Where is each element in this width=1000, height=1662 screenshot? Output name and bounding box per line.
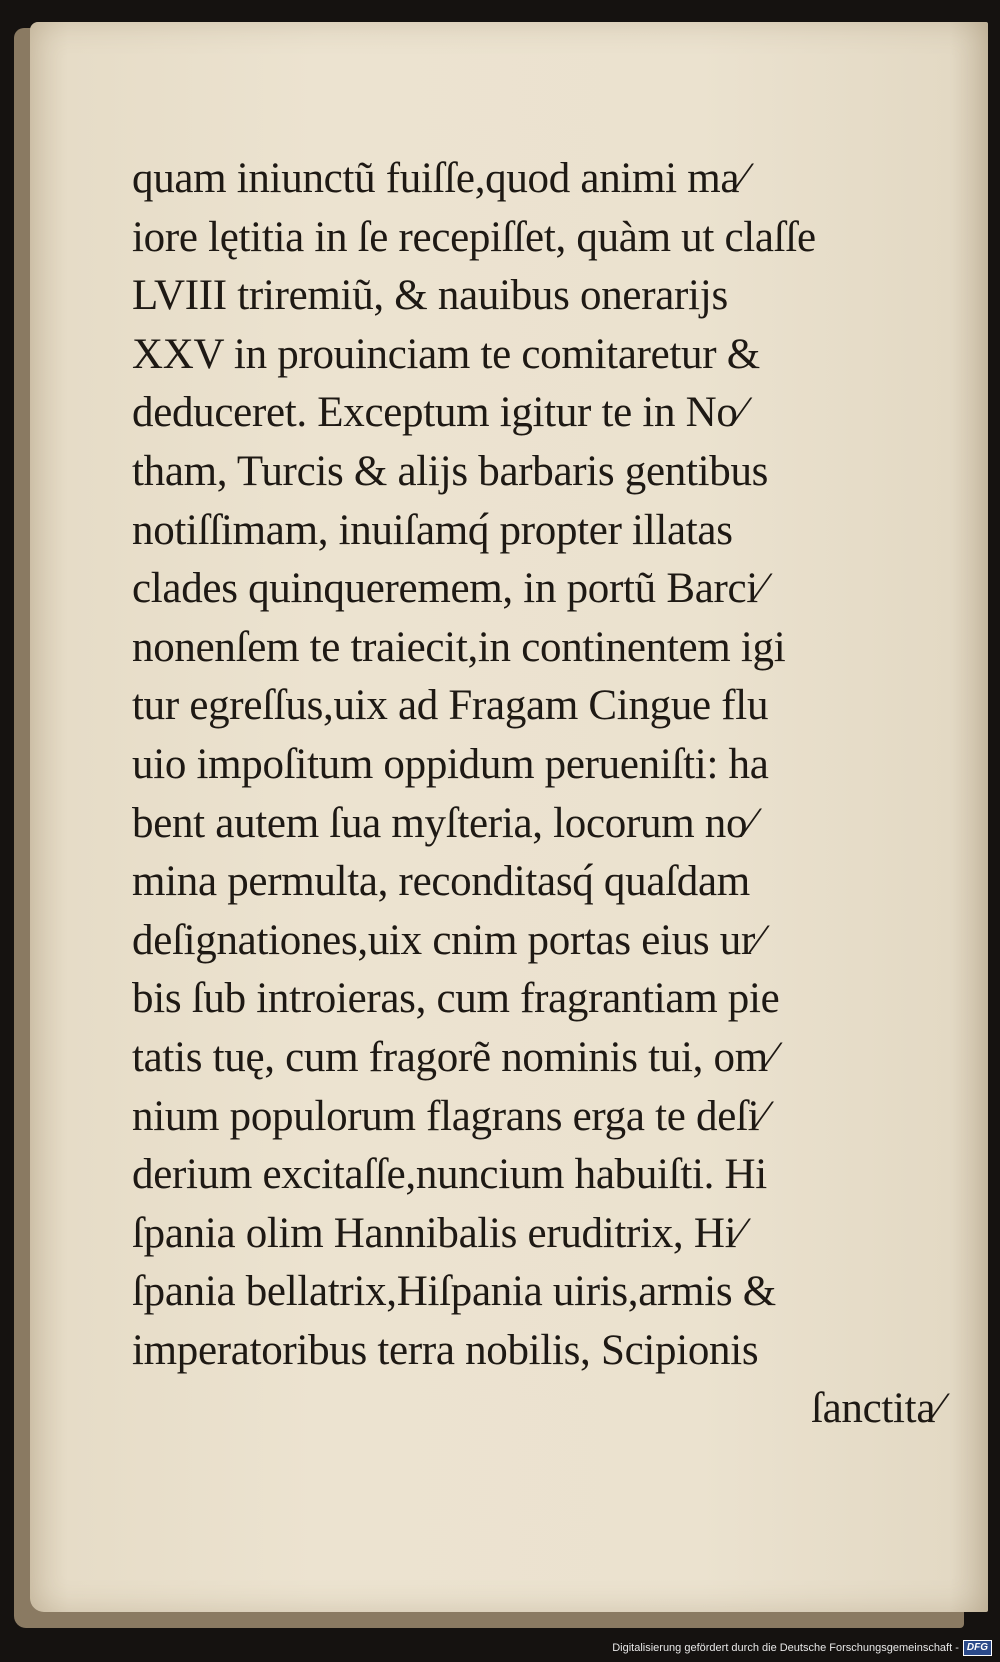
text-line: mina permulta, reconditasq́ quaſdam (132, 858, 750, 906)
text-line: XXV in prouinciam te comitaretur & (132, 330, 760, 378)
text-line: tur egreſſus,uix ad Fragam Cingue flu (132, 682, 769, 730)
text-line: imperatoribus terra nobilis, Scipionis (132, 1326, 759, 1374)
text-line: tatis tuę, cum fragorẽ nominis tui, om⁄ (132, 1033, 775, 1081)
dfg-logo: DFG (963, 1640, 992, 1656)
text-line: deſignationes,uix cnim portas eius ur⁄ (132, 916, 762, 964)
text-line: uio impoſitum oppidum perueniſti: ha (132, 740, 769, 788)
text-line: clades quinqueremem, in portũ Barci⁄ (132, 565, 765, 613)
footer-credit: Digitalisierung gefördert durch die Deutsche Forschungsgemeinschaft - (612, 1642, 959, 1654)
catchword: ſanctita⁄ (810, 1385, 942, 1433)
text-line: bis ſub introieras, cum fragrantiam pie (132, 975, 780, 1023)
text-line: ſpania bellatrix,Hiſpania uiris,armis & (132, 1268, 776, 1316)
text-line: nium populorum flagrans erga te deſi⁄ (132, 1092, 767, 1140)
text-line: quam iniunctũ fuiſſe,quod animi ma⁄ (132, 155, 747, 202)
text-line: derium excitaſſe,nuncium habuiſti. Hi (132, 1151, 767, 1199)
text-line: bent autem ſua myſteria, locorum no⁄ (132, 799, 755, 847)
text-line: deduceret. Exceptum igitur te in No⁄ (132, 389, 745, 437)
digitization-footer (612, 1638, 992, 1658)
text-line: iore lętitia in ſe recepiſſet, quàm ut claſſe (132, 213, 816, 261)
text-block (132, 150, 952, 1439)
text-line: notiſſimam, inuiſamq́ propter illatas (132, 506, 733, 554)
text-line: LVIII triremiũ, & nauibus onerarĳs (132, 272, 728, 320)
text-line: nonenſem te traiecit,in continentem igi (132, 623, 786, 671)
text-line: tham, Turcis & alĳs barbaris gentibus (132, 447, 769, 495)
text-line: ſpania olim Hannibalis eruditrix, Hi⁄ (132, 1209, 744, 1257)
